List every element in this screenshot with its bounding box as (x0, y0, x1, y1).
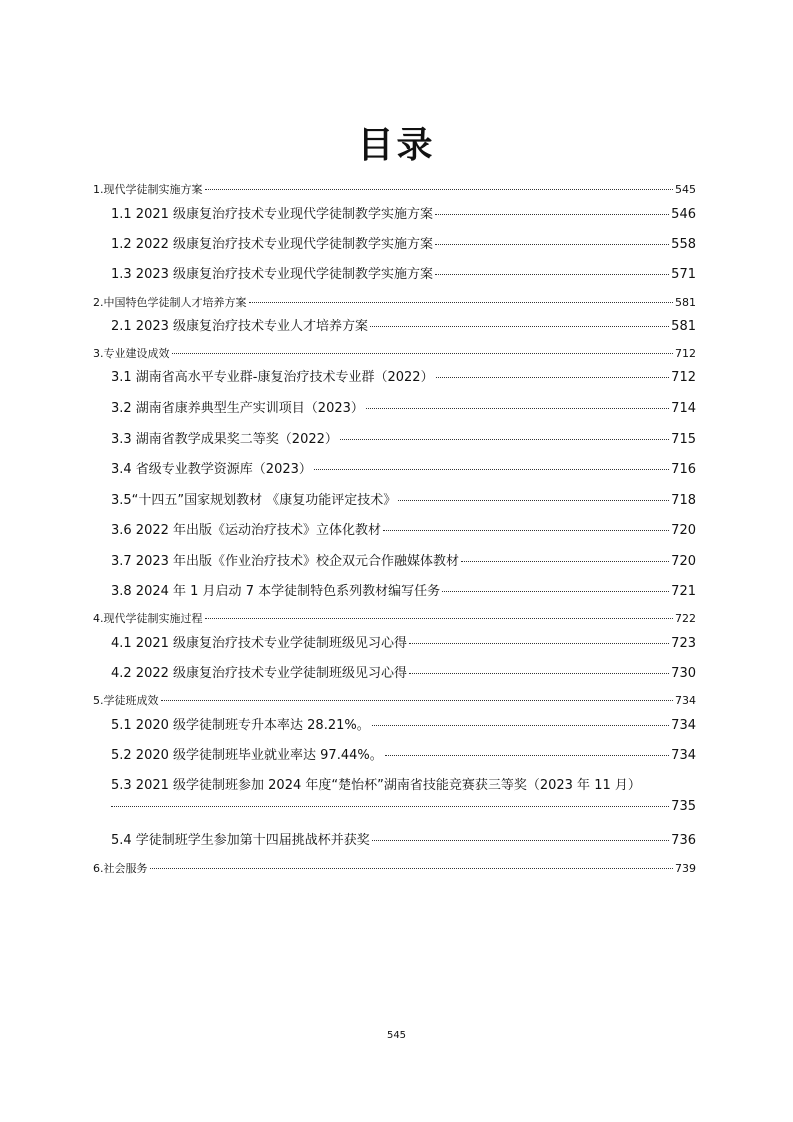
toc-entry-page: 714 (671, 401, 696, 416)
dot-leader (436, 377, 670, 378)
toc-entry-page: 712 (675, 347, 696, 360)
toc-entry-5[interactable] (93, 692, 696, 708)
toc-entry-3[interactable] (93, 345, 696, 361)
toc-entry-label: 3.5“十四五”国家规划教材 《康复功能评定技术》 (111, 493, 397, 508)
toc-entry-page: 730 (671, 666, 696, 681)
toc-entry-3-6[interactable] (111, 519, 696, 538)
dot-leader (370, 326, 669, 327)
dot-leader (340, 439, 669, 440)
toc-entry-label: 2.1 2023 级康复治疗技术专业人才培养方案 (111, 319, 369, 334)
dot-leader (249, 302, 674, 303)
toc-entry-2[interactable] (93, 294, 696, 310)
toc-entry-label: 4.1 2021 级康复治疗技术专业学徒制班级见习心得 (111, 636, 408, 651)
toc-entry-4-2[interactable] (111, 662, 696, 681)
toc-entry-5-3[interactable] (111, 774, 696, 793)
dot-leader (435, 214, 669, 215)
dot-leader (409, 643, 669, 644)
dot-leader (398, 500, 669, 501)
dot-leader (442, 591, 669, 592)
toc-entry-page: 720 (671, 523, 696, 538)
toc-entry-page: 581 (675, 296, 696, 309)
toc-entry-label: 5.4 学徒制班学生参加第十四届挑战杯并获奖 (111, 833, 370, 848)
toc-entry-4-1[interactable] (111, 632, 696, 651)
toc-entry-3-5[interactable] (111, 489, 696, 508)
dot-leader (205, 189, 674, 190)
page-title: 目录 (357, 125, 436, 166)
toc-entry-6[interactable] (93, 860, 696, 876)
toc-entry-label: 3.2 湖南省康养典型生产实训项目（2023） (111, 401, 364, 416)
dot-leader (111, 806, 669, 807)
toc-entry-page: 735 (671, 799, 696, 814)
toc-entry-page: 718 (671, 493, 696, 508)
dot-leader (205, 618, 674, 619)
dot-leader (435, 274, 669, 275)
dot-leader (461, 561, 669, 562)
toc-entry-page: 723 (671, 636, 696, 651)
toc-entry-label: 3.8 2024 年 1 月启动 7 本学徒制特色系列教材编写任务 (111, 584, 441, 599)
dot-leader (372, 840, 669, 841)
toc-entry-page: 581 (671, 319, 696, 334)
toc-entry-label: 4.现代学徒制实施过程 (93, 612, 203, 625)
toc-entry-label: 4.2 2022 级康复治疗技术专业学徒制班级见习心得 (111, 666, 408, 681)
toc-entry-label: 3.专业建设成效 (93, 347, 170, 360)
toc-entry-label: 5.1 2020 级学徒制班专升本率达 28.21%。 (111, 718, 370, 733)
toc-entry-3-7[interactable] (111, 550, 696, 569)
toc-entry-3-8[interactable] (111, 580, 696, 599)
toc-entry-label: 2.中国特色学徒制人才培养方案 (93, 296, 247, 309)
toc-entry-page: 721 (671, 584, 696, 599)
toc-entry-label: 3.3 湖南省教学成果奖二等奖（2022） (111, 432, 338, 447)
toc-entry-page: 571 (671, 267, 696, 282)
dot-leader (372, 725, 669, 726)
toc-entry-page: 734 (671, 748, 696, 763)
toc-entry-page: 736 (671, 833, 696, 848)
dot-leader (314, 469, 669, 470)
toc-entry-5-3-continuation[interactable] (111, 799, 696, 814)
toc-entry-5-4[interactable] (111, 829, 696, 848)
toc-entry-label: 5.2 2020 级学徒制班毕业就业率达 97.44%。 (111, 748, 383, 763)
toc-entry-3-3[interactable] (111, 428, 696, 447)
toc-entry-label: 3.4 省级专业教学资源库（2023） (111, 462, 312, 477)
toc-entry-3-2[interactable] (111, 397, 696, 416)
toc-entry-label: 5.学徒班成效 (93, 694, 159, 707)
toc-entry-5-2[interactable] (111, 744, 696, 763)
toc-entry-1[interactable] (93, 181, 696, 197)
toc-entry-1-2[interactable] (111, 233, 696, 252)
toc-entry-page: 545 (675, 183, 696, 196)
dot-leader (435, 244, 669, 245)
toc-entry-label: 6.社会服务 (93, 862, 148, 875)
toc-entry-label: 3.7 2023 年出版《作业治疗技术》校企双元合作融媒体教材 (111, 554, 460, 569)
dot-leader (161, 700, 674, 701)
dot-leader (172, 353, 674, 354)
toc-entry-label: 3.1 湖南省高水平专业群-康复治疗技术专业群（2022） (111, 370, 434, 385)
toc-entry-label: 5.3 2021 级学徒制班参加 2024 年度“楚怡杯”湖南省技能竞赛获三等奖（2023 年 11 月） (111, 778, 641, 793)
toc-entry-page: 720 (671, 554, 696, 569)
dot-leader (383, 530, 669, 531)
toc-entry-label: 1.3 2023 级康复治疗技术专业现代学徒制教学实施方案 (111, 267, 434, 282)
toc-entry-label: 1.1 2021 级康复治疗技术专业现代学徒制教学实施方案 (111, 207, 434, 222)
toc-entry-page: 716 (671, 462, 696, 477)
toc-entry-page: 734 (675, 694, 696, 707)
toc-entry-page: 715 (671, 432, 696, 447)
toc-entry-page: 739 (675, 862, 696, 875)
toc-entry-2-1[interactable] (111, 315, 696, 334)
toc-entry-page: 734 (671, 718, 696, 733)
toc-entry-page: 558 (671, 237, 696, 252)
dot-leader (385, 755, 669, 756)
dot-leader (366, 408, 669, 409)
toc-entry-page: 546 (671, 207, 696, 222)
toc-entry-5-1[interactable] (111, 714, 696, 733)
toc-entry-page: 722 (675, 612, 696, 625)
toc-entry-3-1[interactable] (111, 366, 696, 385)
page-number: 545 (386, 1030, 407, 1041)
toc-entry-3-4[interactable] (111, 458, 696, 477)
dot-leader (409, 673, 669, 674)
toc-entry-label: 1.2 2022 级康复治疗技术专业现代学徒制教学实施方案 (111, 237, 434, 252)
toc-entry-label: 3.6 2022 年出版《运动治疗技术》立体化教材 (111, 523, 382, 538)
toc-entry-label: 1.现代学徒制实施方案 (93, 183, 203, 196)
toc-entry-1-3[interactable] (111, 263, 696, 282)
toc-entry-4[interactable] (93, 610, 696, 626)
toc-entry-page: 712 (671, 370, 696, 385)
dot-leader (150, 868, 674, 869)
toc-entry-1-1[interactable] (111, 203, 696, 222)
